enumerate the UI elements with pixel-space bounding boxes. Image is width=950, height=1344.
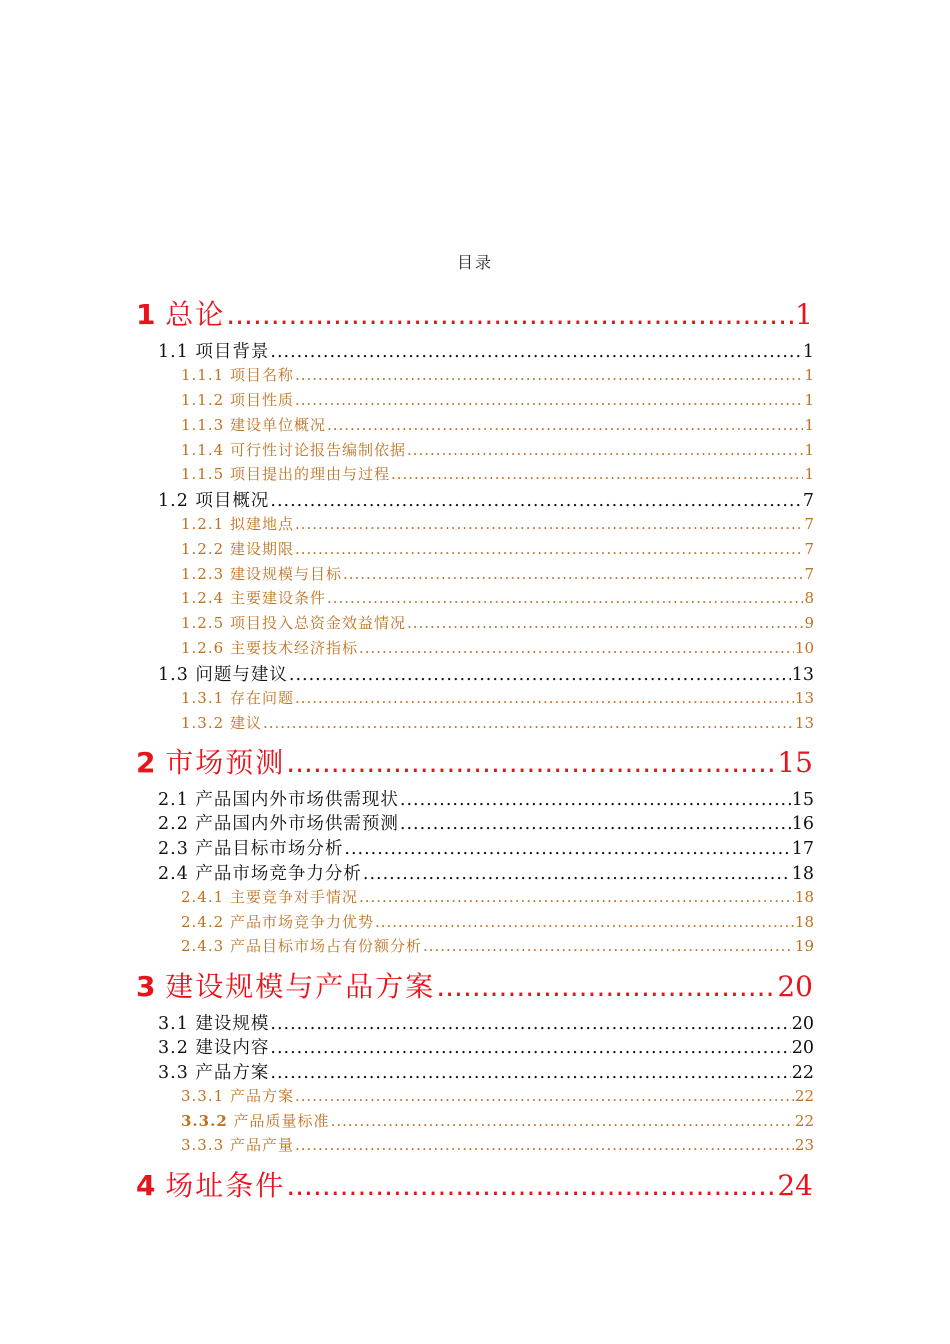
toc-entry-number: 2 <box>136 746 156 779</box>
toc-entry-1-2-1[interactable] <box>181 513 814 534</box>
toc-page-number: 7 <box>804 515 814 533</box>
toc-entry-text: 项目背景 <box>195 342 270 362</box>
toc-entry-1-2-2[interactable] <box>181 538 814 559</box>
toc-entry-2-4[interactable] <box>158 860 814 885</box>
dot-leader <box>295 515 803 533</box>
toc-entry-1[interactable] <box>136 293 813 333</box>
toc-entry-number: 3.2 <box>158 1038 189 1058</box>
toc-entry-2[interactable] <box>136 741 813 781</box>
toc-entry-3-1[interactable] <box>158 1010 814 1035</box>
toc-entry-text: 项目名称 <box>229 366 294 384</box>
toc-entry-1-1-4[interactable] <box>181 439 814 460</box>
toc-entry-1-1-3[interactable] <box>181 414 814 435</box>
toc-entry-number: 1.1.4 <box>181 441 225 459</box>
toc-entry-1-3[interactable] <box>158 661 814 686</box>
toc-entry-4[interactable] <box>136 1164 813 1204</box>
toc-entry-number: 1.2.2 <box>181 540 225 558</box>
toc-page-number: 18 <box>791 864 814 884</box>
toc-entry-number: 2.1 <box>158 790 189 810</box>
toc-entry-1-2[interactable] <box>158 487 814 512</box>
toc-entry-text: 项目提出的理由与过程 <box>229 465 390 483</box>
toc-entry-text: 市场预测 <box>165 746 286 779</box>
toc-entry-number: 2.4 <box>158 864 189 884</box>
toc-entry-number: 1 <box>136 298 156 331</box>
dot-leader <box>295 391 803 409</box>
toc-page-number: 23 <box>794 1136 814 1154</box>
toc-entry-3-2[interactable] <box>158 1034 814 1059</box>
toc-entry-number: 2.4.3 <box>181 937 225 955</box>
toc-entry-text: 产品市场竞争力优势 <box>229 913 374 931</box>
toc-entry-text: 建设单位概况 <box>229 416 326 434</box>
dot-leader <box>270 1014 790 1034</box>
toc-page-number: 22 <box>794 1112 814 1130</box>
toc-entry-number: 1.3 <box>158 665 189 685</box>
toc-page-number: 20 <box>791 1014 814 1034</box>
toc-page-number: 15 <box>777 746 813 779</box>
dot-leader <box>327 589 803 607</box>
toc-entry-2-4-2[interactable] <box>181 911 814 932</box>
toc-page-number: 1 <box>795 298 813 331</box>
toc-entry-text: 建设期限 <box>229 540 294 558</box>
toc-entry-number: 2.3 <box>158 839 189 859</box>
toc-entry-1-2-4[interactable] <box>181 587 814 608</box>
dot-leader <box>270 342 801 362</box>
toc-entry-2-4-3[interactable] <box>181 935 814 956</box>
dot-leader <box>407 441 803 459</box>
dot-leader <box>295 1087 794 1105</box>
toc-entry-text: 建设规模 <box>195 1014 270 1034</box>
toc-page-number: 1 <box>802 342 814 362</box>
dot-leader <box>295 689 794 707</box>
dot-leader <box>400 814 791 834</box>
dot-leader <box>295 540 803 558</box>
toc-page-number: 24 <box>777 1169 813 1202</box>
toc-entry-text: 主要技术经济指标 <box>229 639 358 657</box>
toc-entry-text: 产品质量标准 <box>233 1112 330 1130</box>
toc-page-number: 16 <box>791 814 814 834</box>
toc-entry-number: 1.1 <box>158 342 189 362</box>
toc-entry-text: 拟建地点 <box>229 515 294 533</box>
dot-leader <box>363 864 791 884</box>
dot-leader <box>263 714 794 732</box>
toc-entry-number: 3.3 <box>158 1063 189 1083</box>
toc-entry-text: 项目性质 <box>229 391 294 409</box>
toc-page-number: 7 <box>804 565 814 583</box>
toc-page-number: 22 <box>791 1063 814 1083</box>
toc-entry-1-2-3[interactable] <box>181 563 814 584</box>
toc-entry-number: 3.1 <box>158 1014 189 1034</box>
toc-entry-number: 1.1.3 <box>181 416 225 434</box>
dot-leader <box>331 1112 794 1130</box>
toc-entry-number: 3.3.3 <box>181 1136 225 1154</box>
toc-page-number: 7 <box>804 540 814 558</box>
toc-page-number: 7 <box>802 491 814 511</box>
dot-leader <box>423 937 794 955</box>
toc-page-number: 13 <box>794 714 814 732</box>
dot-leader <box>343 565 803 583</box>
toc-entry-text: 产品市场竞争力分析 <box>195 864 362 884</box>
toc-entry-text: 产品目标市场占有份额分析 <box>229 937 422 955</box>
dot-leader <box>295 366 803 384</box>
toc-page-number: 1 <box>804 416 814 434</box>
toc-entry-text: 产品国内外市场供需现状 <box>195 790 399 810</box>
toc-entry-3-3[interactable] <box>158 1059 814 1084</box>
toc-entry-1-3-1[interactable] <box>181 687 814 708</box>
toc-entry-text: 问题与建议 <box>195 665 288 685</box>
toc-entry-text: 场址条件 <box>165 1169 286 1202</box>
toc-page-number: 20 <box>791 1038 814 1058</box>
toc-page-number: 19 <box>794 937 814 955</box>
toc-entry-number: 1.2.3 <box>181 565 225 583</box>
dot-leader <box>295 1136 794 1154</box>
dot-leader <box>391 465 803 483</box>
toc-entry-text: 可行性讨论报告编制依据 <box>229 441 406 459</box>
dot-leader <box>359 888 794 906</box>
toc-entry-1-1[interactable] <box>158 338 814 363</box>
toc-entry-text: 存在问题 <box>229 689 294 707</box>
toc-entry-text: 总论 <box>165 298 226 331</box>
toc-entry-1-2-6[interactable] <box>181 637 814 658</box>
toc-entry-3[interactable] <box>136 965 813 1005</box>
toc-page-number: 8 <box>804 589 814 607</box>
toc-entry-number: 1.1.2 <box>181 391 225 409</box>
toc-page-number: 15 <box>791 790 814 810</box>
toc-entry-1-1-2[interactable] <box>181 389 814 410</box>
toc-entry-number: 2.4.2 <box>181 913 225 931</box>
toc-entry-text: 主要建设条件 <box>229 589 326 607</box>
toc-entry-3-3-2[interactable] <box>181 1110 814 1131</box>
toc-entry-3-3-1[interactable] <box>181 1085 814 1106</box>
toc-entry-number: 1.3.2 <box>181 714 225 732</box>
toc-page-number: 10 <box>794 639 814 657</box>
dot-leader <box>407 614 803 632</box>
toc-entry-number: 1.2 <box>158 491 189 511</box>
toc-entry-text: 建设内容 <box>195 1038 270 1058</box>
dot-leader <box>270 1038 790 1058</box>
toc-entry-number: 1.2.5 <box>181 614 225 632</box>
toc-page-number: 22 <box>794 1087 814 1105</box>
dot-leader <box>286 746 776 779</box>
toc-entry-2-3[interactable] <box>158 835 814 860</box>
dot-leader <box>286 1169 776 1202</box>
toc-page-number: 1 <box>804 366 814 384</box>
toc-page-number: 1 <box>804 465 814 483</box>
dot-leader <box>400 790 791 810</box>
toc-entry-number: 1.2.6 <box>181 639 225 657</box>
toc-entry-number: 1.1.5 <box>181 465 225 483</box>
dot-leader <box>289 665 791 685</box>
toc-entry-3-3-3[interactable] <box>181 1134 814 1155</box>
dot-leader <box>375 913 794 931</box>
toc-entry-number: 1.2.4 <box>181 589 225 607</box>
toc-entry-1-1-5[interactable] <box>181 463 814 484</box>
toc-entry-text: 产品国内外市场供需预测 <box>195 814 399 834</box>
toc-entry-text: 产品方案 <box>195 1063 270 1083</box>
toc-page-number: 20 <box>777 970 813 1003</box>
toc-page-number: 1 <box>804 441 814 459</box>
toc-entry-text: 项目投入总资金效益情况 <box>229 614 406 632</box>
toc-entry-text: 产品方案 <box>229 1087 294 1105</box>
toc-entry-text: 产品产量 <box>229 1136 294 1154</box>
toc-entry-number: 3.3.2 <box>181 1112 228 1130</box>
dot-leader <box>226 298 794 331</box>
toc-entry-text: 建设规模与产品方案 <box>165 970 436 1003</box>
toc-entry-number: 1.1.1 <box>181 366 225 384</box>
dot-leader <box>344 839 790 859</box>
dot-leader <box>327 416 803 434</box>
toc-entry-text: 产品目标市场分析 <box>195 839 344 859</box>
toc-page-number: 13 <box>791 665 814 685</box>
toc-entry-number: 1.2.1 <box>181 515 225 533</box>
toc-entry-number: 2.2 <box>158 814 189 834</box>
toc-entry-2-4-1[interactable] <box>181 886 814 907</box>
toc-entry-text: 建设规模与目标 <box>229 565 342 583</box>
toc-entry-2-1[interactable] <box>158 786 814 811</box>
toc-entry-text: 项目概况 <box>195 491 270 511</box>
toc-page-number: 18 <box>794 888 814 906</box>
dot-leader <box>270 1063 790 1083</box>
toc-page-number: 9 <box>804 614 814 632</box>
toc-entry-text: 主要竞争对手情况 <box>229 888 358 906</box>
toc-entry-1-1-1[interactable] <box>181 364 814 385</box>
toc-page-number: 18 <box>794 913 814 931</box>
dot-leader <box>436 970 776 1003</box>
toc-page-number: 13 <box>794 689 814 707</box>
toc-title: 目录 <box>456 253 493 272</box>
toc-entry-2-2[interactable] <box>158 810 814 835</box>
toc-entry-number: 4 <box>136 1169 156 1202</box>
toc-entry-number: 1.3.1 <box>181 689 225 707</box>
toc-entry-1-2-5[interactable] <box>181 612 814 633</box>
toc-entry-number: 3 <box>136 970 156 1003</box>
toc-entry-1-3-2[interactable] <box>181 712 814 733</box>
dot-leader <box>270 491 801 511</box>
toc-entry-number: 3.3.1 <box>181 1087 225 1105</box>
toc-page-number: 1 <box>804 391 814 409</box>
toc-page-number: 17 <box>791 839 814 859</box>
dot-leader <box>359 639 794 657</box>
toc-entry-number: 2.4.1 <box>181 888 225 906</box>
toc-entry-text: 建议 <box>229 714 262 732</box>
